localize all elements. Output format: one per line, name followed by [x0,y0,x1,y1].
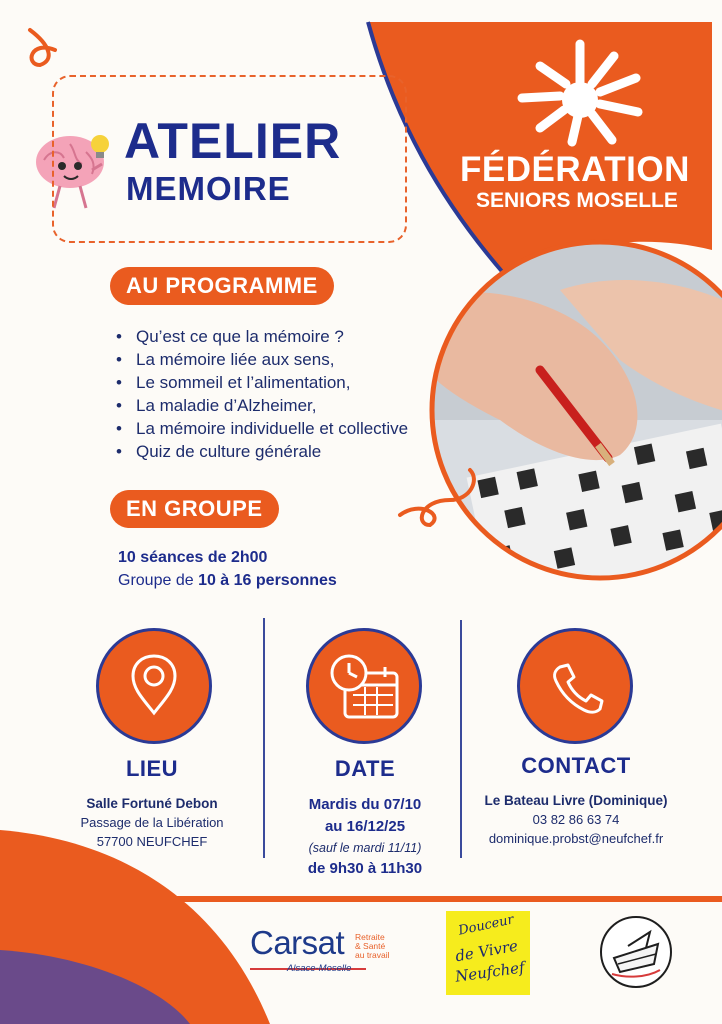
programme-item: • La mémoire individuelle et collective [116,417,408,440]
carsat-tagline [355,933,390,960]
groupe-heading: EN GROUPE [110,490,279,528]
date-hours: de 9h30 à 11h30 [307,860,423,877]
contact-phone[interactable]: 03 82 86 63 74 [532,812,620,827]
date-range-start: Mardis du 07/10 [308,796,422,813]
title-atelier: ATELIER [124,113,342,169]
programme-item: • Le sommeil et l’alimentation, [116,371,408,394]
divider [460,620,462,858]
date-title: DATE [334,756,396,781]
location-pin-icon [99,631,209,741]
divider [263,618,265,858]
carsat-region: Alsace-Moselle [287,963,352,974]
date-column [280,756,450,880]
groupe-size-prefix: Groupe de [118,572,199,589]
douceur-line: Neufchef [454,958,526,986]
contact-column [470,753,682,848]
federation-title: FÉDÉRATION [460,150,690,189]
groupe-size-count: 10 à 16 personnes [198,572,337,589]
programme-item: • La mémoire liée aux sens, [116,348,408,371]
clock-calendar-icon [309,631,419,741]
groupe-sessions: 10 séances de 2h00 [118,549,268,566]
lieu-title: LIEU [125,756,179,781]
douceur-line: Douceur [457,912,516,939]
contact-title: CONTACT [521,753,631,778]
contact-email[interactable]: dominique.probst@neufchef.fr [488,831,664,846]
date-exception: (sauf le mardi 11/11) [308,841,422,855]
lieu-city: 57700 NEUFCHEF [96,834,208,849]
title-memoire: MEMOIRE [126,170,291,207]
carsat-logo: Carsat [250,924,345,961]
carsat-tag-line: Retraite [355,932,385,942]
federation-subtitle: SENIORS MOSELLE [476,189,678,212]
date-circle [306,628,422,744]
phone-icon [520,631,630,741]
contact-name: Le Bateau Livre (Dominique) [484,793,668,808]
programme-item: • La maladie d’Alzheimer, [116,394,408,417]
programme-item: • Quiz de culture générale [116,440,408,463]
programme-list [116,325,408,463]
lieu-column [62,756,242,851]
footer-divider [0,896,722,902]
bateau-livre-logo [598,914,674,990]
lieu-name: Salle Fortuné Debon [86,796,218,811]
crossword-photo [420,240,722,624]
date-range-end: au 16/12/25 [324,818,406,835]
carsat-tag-line: au travail [355,950,390,960]
location-circle [96,628,212,744]
sun-center [562,82,598,118]
douceur-line: de Vivre [453,936,520,966]
contact-circle [517,628,633,744]
squiggle-top-left [30,30,55,65]
programme-heading: AU PROGRAMME [110,267,334,305]
groupe-size [118,572,337,590]
programme-item: • Qu’est ce que la mémoire ? [116,325,408,348]
carsat-tag-line: & Santé [355,941,386,951]
lieu-address: Passage de la Libération [80,815,224,830]
